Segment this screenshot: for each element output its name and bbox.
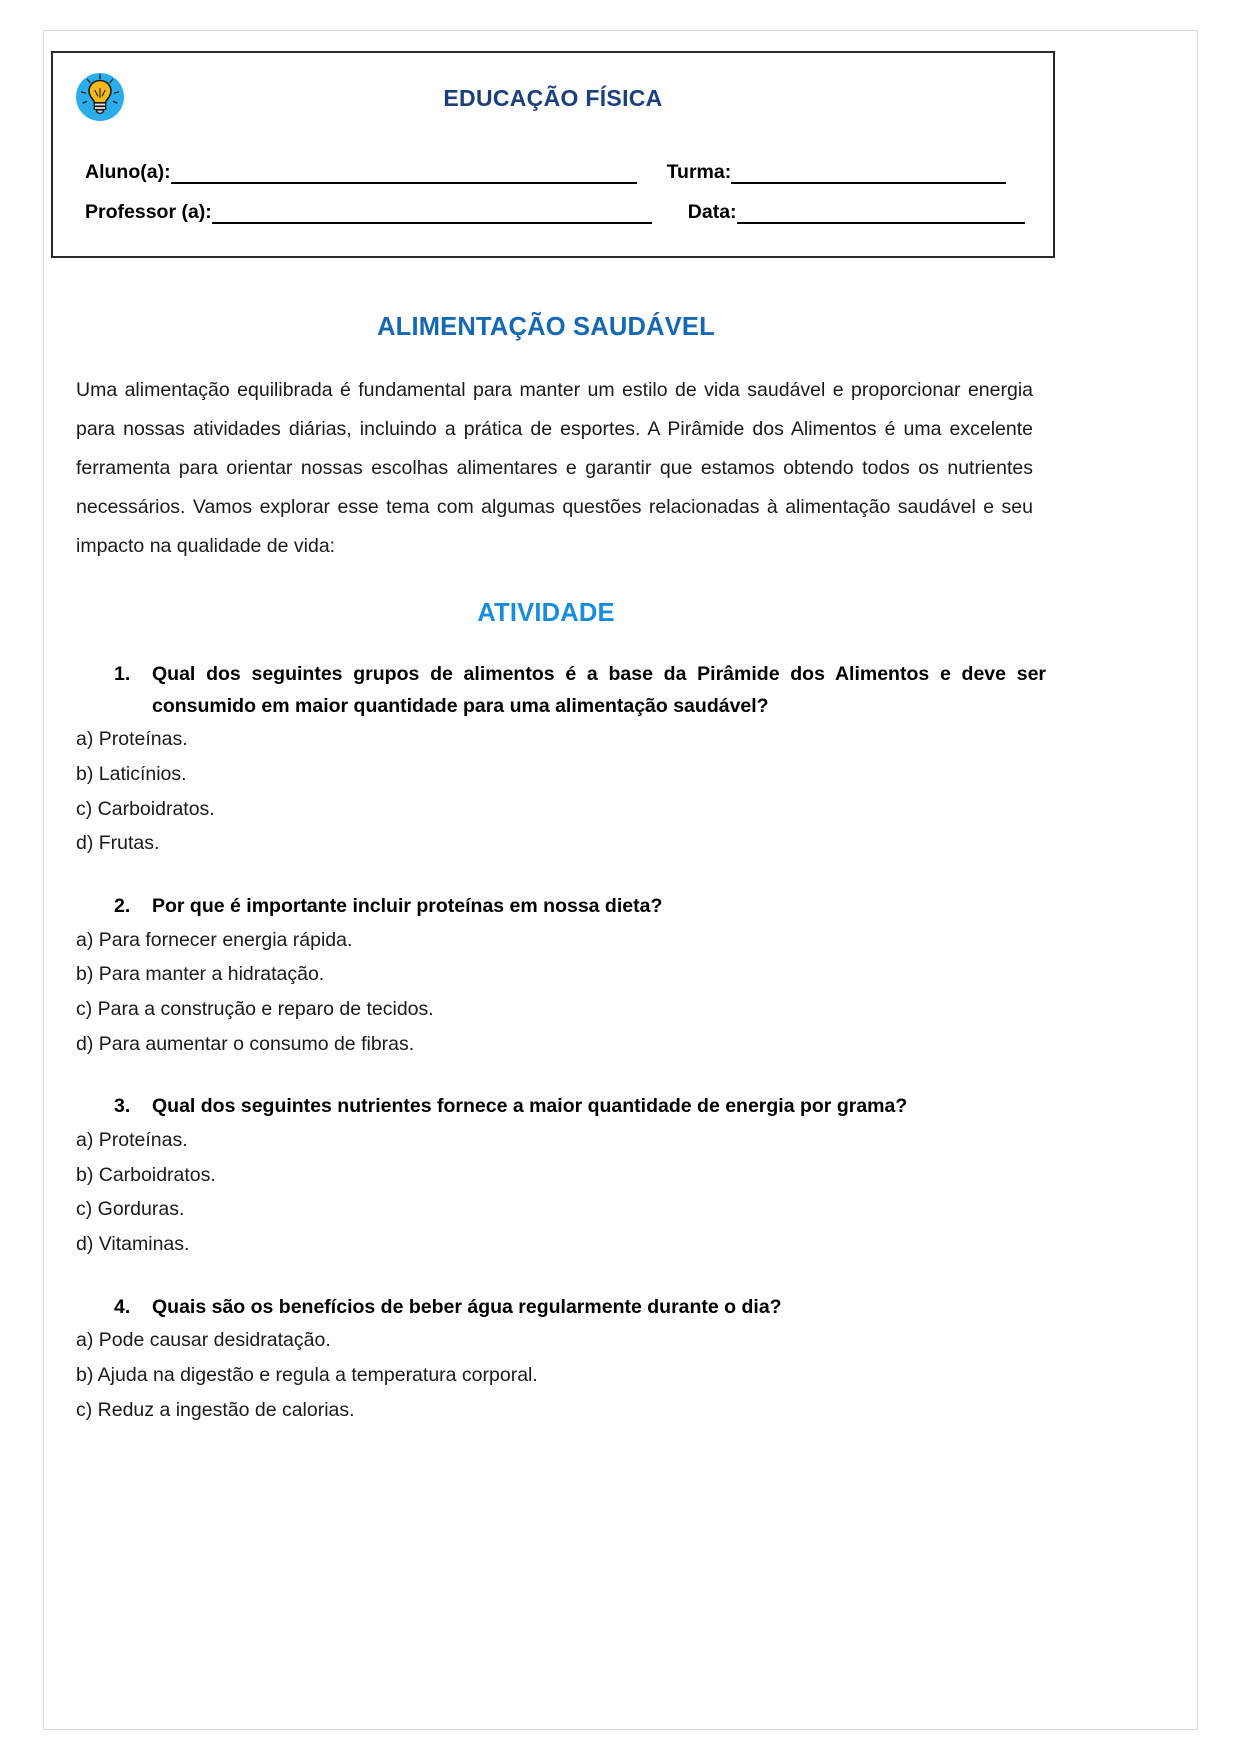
option-item[interactable]: c) Gorduras.	[76, 1198, 185, 1221]
question-number: 4.	[114, 1295, 131, 1318]
question-number: 1.	[114, 663, 131, 685]
question-number: 3.	[114, 1095, 131, 1118]
option-item[interactable]: b) Para manter a hidratação.	[76, 963, 325, 986]
question-block	[76, 891, 1046, 1061]
question-number: 2.	[114, 894, 131, 917]
question-text: Por que é importante incluir proteínas em nossa dieta?	[152, 894, 663, 917]
option-item[interactable]: c) Para a construção e reparo de tecidos.	[76, 997, 434, 1020]
field-row-student	[85, 161, 1033, 184]
question-text: Qual dos seguintes nutrientes fornece a maior quantidade de energia por grama?	[152, 1095, 908, 1118]
question-heading	[76, 1292, 1046, 1324]
question-heading	[76, 891, 1046, 923]
header-fields	[85, 161, 1033, 241]
student-label: Aluno(a):	[85, 161, 171, 183]
question-block	[76, 659, 1046, 861]
option-item[interactable]: b) Carboidratos.	[76, 1163, 216, 1186]
teacher-input-line[interactable]	[212, 207, 652, 224]
question-block	[76, 1292, 1046, 1428]
question-block	[76, 1091, 1046, 1261]
option-item[interactable]: d) Vitaminas.	[76, 1233, 190, 1256]
worksheet-page	[43, 30, 1198, 1730]
questions-list	[76, 659, 1046, 1427]
class-label: Turma:	[666, 161, 732, 183]
option-item[interactable]: a) Para fornecer energia rápida.	[76, 928, 353, 951]
header-box	[51, 51, 1055, 258]
option-item[interactable]: a) Pode causar desidratação.	[76, 1329, 331, 1352]
question-heading	[76, 1091, 1046, 1123]
question-heading	[76, 659, 1046, 722]
question-text: Quais são os benefícios de beber água regularmente durante o dia?	[152, 1295, 782, 1318]
option-item[interactable]: b) Laticínios.	[76, 762, 187, 785]
student-input-line[interactable]	[171, 167, 637, 184]
field-row-teacher	[85, 201, 1033, 224]
date-input-line[interactable]	[737, 207, 1025, 224]
option-item[interactable]: d) Para aumentar o consumo de fibras.	[76, 1032, 415, 1055]
subject-title: EDUCAÇÃO FÍSICA	[443, 85, 663, 111]
intro-paragraph: Uma alimentação equilibrada é fundamental para manter um estilo de vida saudável e proporcionar energia para nossas atividades diárias, incluindo a prática de esportes. A Pirâmide dos Alimentos é uma excelente ferramenta para orientar nossas escolhas alimentares e garantir que estamos obtendo todos os nutrientes necessários. Vamos explorar esse tema com algumas questões relacionadas à alimentação saudável e seu impacto na qualidade de vida:	[76, 379, 1033, 557]
option-item[interactable]: c) Carboidratos.	[76, 797, 215, 820]
question-text: Qual dos seguintes grupos de alimentos é a base da Pirâmide dos Alimentos e deve ser consumido em maior quantidade para uma alimentação saudável?	[152, 663, 1046, 717]
class-input-line[interactable]	[731, 167, 1006, 184]
option-item[interactable]: c) Reduz a ingestão de calorias.	[76, 1398, 355, 1421]
option-item[interactable]: a) Proteínas.	[76, 1128, 188, 1151]
option-item[interactable]: a) Proteínas.	[76, 728, 188, 751]
option-item[interactable]: d) Frutas.	[76, 832, 160, 855]
teacher-label: Professor (a):	[85, 201, 212, 223]
option-item[interactable]: b) Ajuda na digestão e regula a temperatura corporal.	[76, 1364, 538, 1387]
date-label: Data:	[687, 201, 737, 223]
activity-heading: ATIVIDADE	[477, 599, 615, 627]
page-title: ALIMENTAÇÃO SAUDÁVEL	[377, 313, 715, 341]
